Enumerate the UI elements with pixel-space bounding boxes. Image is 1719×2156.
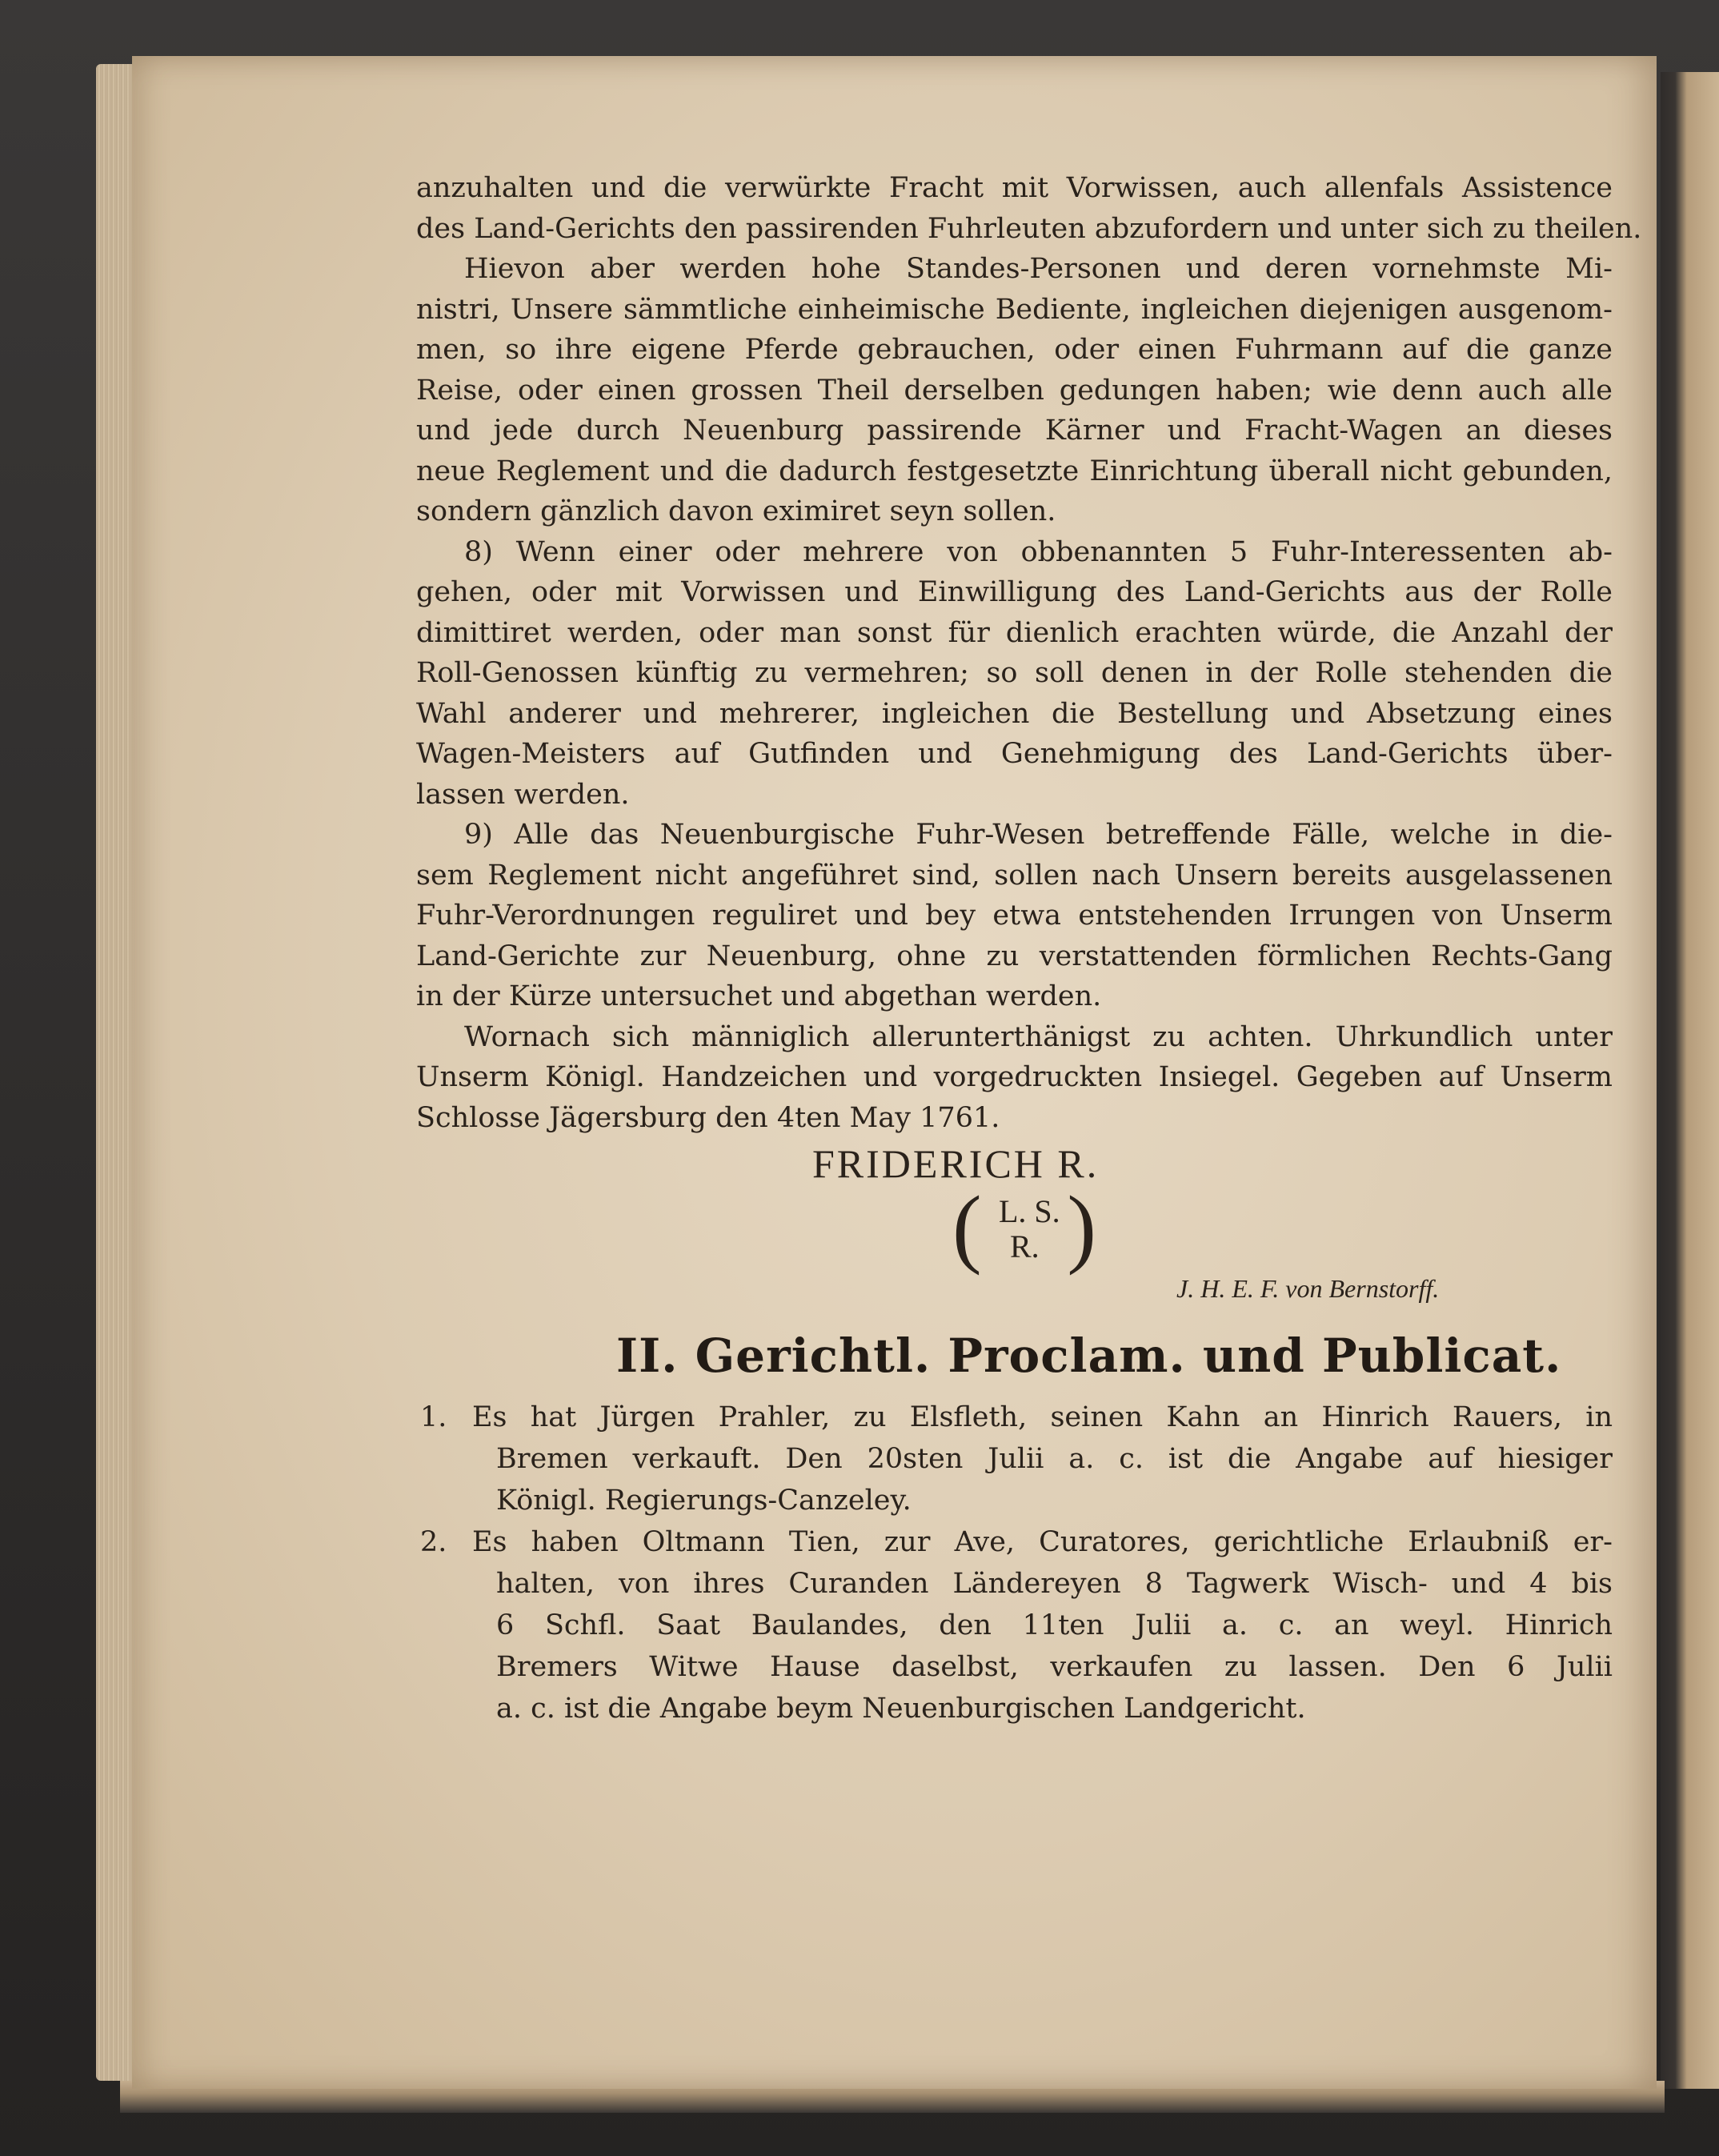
text-line: und jede durch Neuenburg passirende Kärner und Fracht-Wagen an dieses: [416, 415, 1613, 447]
seal-mark: [952, 1178, 1096, 1276]
text-line: Schlosse Jägersburg den 4ten May 1761.: [416, 1101, 1000, 1134]
list-item: [420, 1521, 1613, 1729]
text-line: sondern gänzlich davon eximiret seyn sollen.: [416, 495, 1056, 527]
entry-line: 6 Schfl. Saat Baulandes, den 11ten Julii a. c. an weyl. Hinrich: [496, 1609, 1613, 1641]
text-line: in der Kürze untersuchet und abgethan werden.: [416, 980, 1102, 1012]
text-line: Wahl anderer und mehrerer, ingleichen die Bestellung und Absetzung eines: [416, 697, 1613, 730]
seal-bottom-text: R.: [1010, 1228, 1040, 1264]
countersignature: J. H. E. F. von Bernstorff.: [1176, 1274, 1440, 1303]
text-line: des Land-Gerichts den passirenden Fuhrleuten abzufordern und unter sich zu theilen.: [416, 212, 1642, 245]
list-item: [420, 1397, 1613, 1521]
text-line: neue Reglement und die dadurch festgesetzte Einrichtung überall nicht gebunden,: [416, 455, 1613, 487]
entry-line: a. c. ist die Angabe beym Neuenburgischen Landgericht.: [496, 1693, 1306, 1725]
text-line: anzuhalten und die verwürkte Fracht mit Vorwissen, auch allenfals Assistence: [416, 172, 1613, 204]
entry-number: 1.: [420, 1401, 447, 1433]
entry-line: halten, von ihres Curanden Ländereyen 8 Tagwerk Wisch- und 4 bis: [496, 1568, 1613, 1600]
entry-line: Bremen verkauft. Den 20sten Julii a. c. ist die Angabe auf hiesiger: [496, 1443, 1613, 1475]
text-line: Hievon aber werden hohe Standes-Personen und deren vornehmste Mi-: [464, 253, 1613, 285]
seal-bracket-right: ): [1067, 1178, 1096, 1276]
royal-signature: FRIDERICH R.: [812, 1141, 1100, 1186]
text-line: men, so ihre eigene Pferde gebrauchen, oder einen Fuhrmann auf die ganze: [416, 334, 1613, 366]
text-line: nistri, Unsere sämmtliche einheimische Bediente, ingleichen diejenigen ausgenom-: [416, 293, 1613, 326]
text-line: Fuhr-Verordnungen reguliret und bey etwa entstehenden Irrungen von Unserm: [416, 900, 1613, 932]
text-line: lassen werden.: [416, 778, 630, 811]
entry-number: 2.: [420, 1526, 447, 1558]
entry-line: Es haben Oltmann Tien, zur Ave, Curatores, gerichtliche Erlaubniß er-: [472, 1526, 1613, 1558]
proclamation-list: [420, 1397, 1613, 1729]
text-line: Wagen-Meisters auf Gutfinden und Genehmigung des Land-Gerichts über-: [416, 738, 1613, 770]
text-line: 8) Wenn einer oder mehrere von obbenannten 5 Fuhr-Interessenten ab-: [464, 535, 1613, 568]
text-line: Roll-Genossen künftig zu vermehren; so soll denen in der Rolle stehenden die: [416, 657, 1613, 689]
text-line: Reise, oder einen grossen Theil derselben gedungen haben; wie denn auch alle: [416, 374, 1613, 407]
text-line: dimittiret werden, oder man sonst für dienlich erachten würde, die Anzahl der: [416, 616, 1613, 649]
text-line: gehen, oder mit Vorwissen und Einwilligung des Land-Gerichts aus der Rolle: [416, 576, 1613, 608]
text-line: Land-Gerichte zur Neuenburg, ohne zu verstattenden förmlichen Rechts-Gang: [416, 940, 1613, 972]
next-page-edge: [1661, 72, 1719, 2089]
section-heading: II. Gerichtl. Proclam. und Publicat.: [616, 1328, 1562, 1383]
text-line: Wornach sich männiglich allerunterthänigst zu achten. Uhrkundlich unter: [464, 1020, 1613, 1053]
seal-top-text: L. S.: [999, 1193, 1060, 1229]
text-line: Unserm Königl. Handzeichen und vorgedruckten Insiegel. Gegeben auf Unserm: [416, 1061, 1613, 1093]
seal-bracket-left: (: [952, 1178, 982, 1276]
entry-line: Es hat Jürgen Prahler, zu Elsfleth, seinen Kahn an Hinrich Rauers, in: [472, 1401, 1613, 1433]
entry-line: Bremers Witwe Hause daselbst, verkaufen zu lassen. Den 6 Julii: [496, 1651, 1613, 1683]
body-text: [416, 168, 1642, 1138]
text-line: sem Reglement nicht angeführet sind, sollen nach Unsern bereits ausgelassenen: [416, 859, 1613, 892]
text-line: 9) Alle das Neuenburgische Fuhr-Wesen betreffende Fälle, welche in die-: [464, 819, 1613, 851]
entry-line: Königl. Regierungs-Canzeley.: [496, 1485, 912, 1517]
